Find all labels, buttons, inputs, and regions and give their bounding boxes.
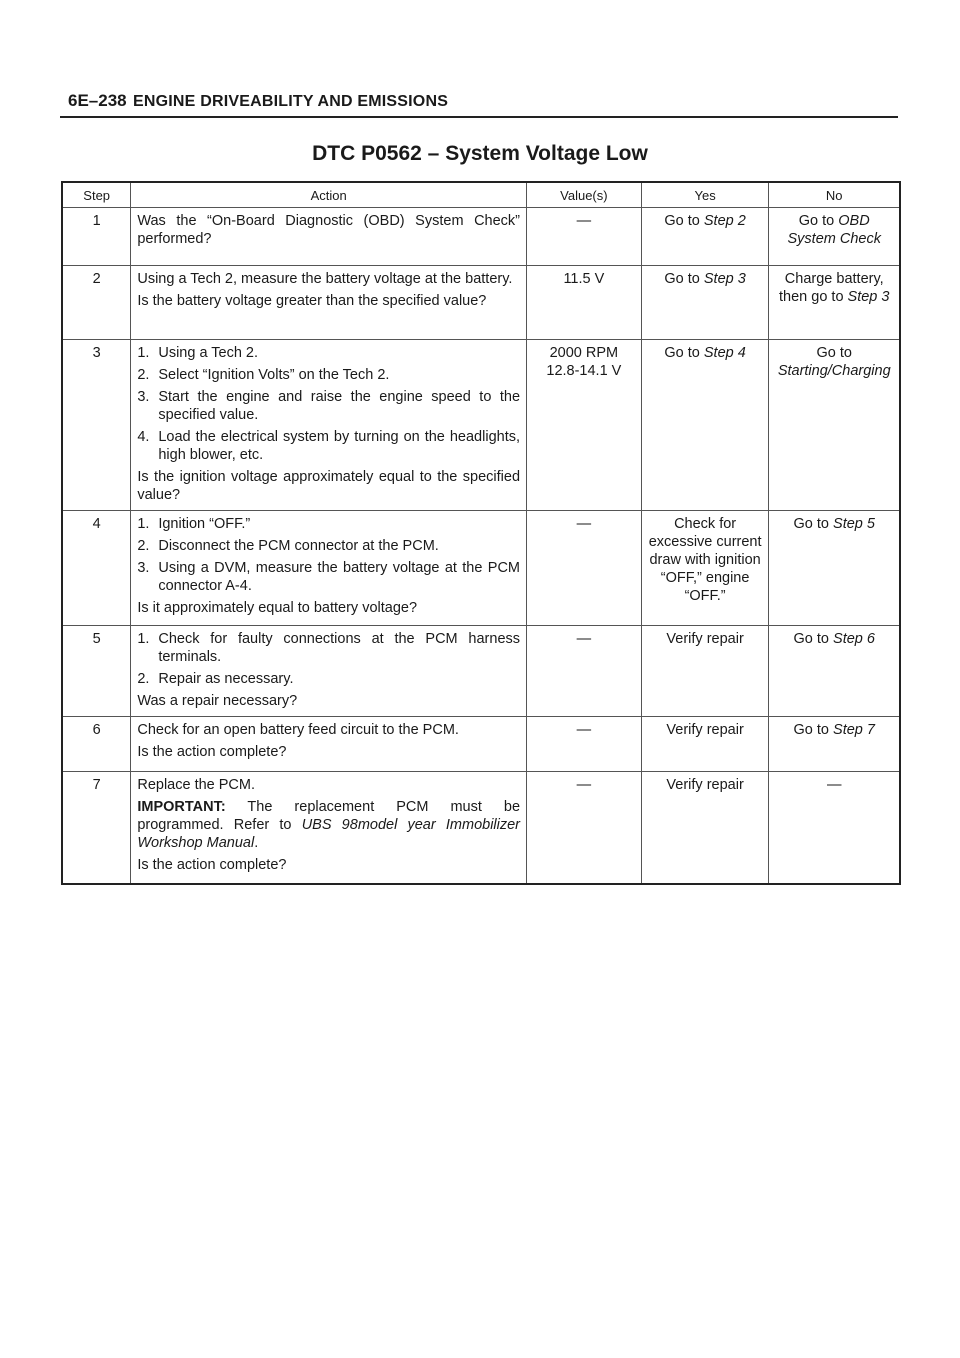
column-header-values: Value(s) — [527, 182, 642, 208]
no-step-link[interactable]: Step 3 — [847, 289, 890, 305]
value-text: — — [576, 516, 592, 532]
no-step-link[interactable]: Step 5 — [833, 516, 875, 532]
procedure-list — [137, 344, 520, 464]
step-number: 7 — [62, 772, 131, 884]
action-text: Replace the PCM. — [137, 777, 256, 793]
no-cell — [769, 340, 900, 511]
step-number: 1 — [62, 208, 131, 266]
yes-step-link[interactable]: Step 4 — [703, 345, 746, 361]
action-question: Is it approximately equal to battery voltage? — [137, 600, 418, 616]
yes-step-link[interactable]: Step 3 — [703, 271, 746, 287]
yes-cell — [641, 511, 769, 626]
yes-step-link[interactable]: Step 2 — [703, 213, 746, 229]
diagnostic-table — [61, 181, 901, 885]
list-item: 2. Disconnect the PCM connector at the PCM. — [137, 538, 439, 554]
action-cell — [131, 717, 527, 772]
value-cell — [527, 717, 642, 772]
table-row — [62, 772, 900, 884]
value-cell — [527, 266, 642, 340]
no-text: Go to — [816, 345, 852, 361]
yes-cell — [641, 340, 769, 511]
table-row — [62, 208, 900, 266]
procedure-list — [137, 515, 520, 595]
page-number: 6E–238 — [68, 91, 127, 110]
no-step-link[interactable]: Step 7 — [833, 722, 875, 738]
yes-text: Verify repair — [666, 631, 744, 647]
header-rule — [60, 116, 898, 118]
yes-cell — [641, 208, 769, 266]
step-number: 4 — [62, 511, 131, 626]
yes-cell — [641, 626, 769, 717]
no-text: Charge battery, then go to — [779, 271, 884, 305]
action-question: Is the ignition voltage approximately equal to the specified value? — [137, 469, 521, 503]
document-title: DTC P0562 – System Voltage Low — [312, 142, 648, 165]
column-header-no: No — [769, 182, 900, 208]
column-header-step: Step — [62, 182, 131, 208]
important-label: IMPORTANT: — [137, 799, 226, 815]
table-row — [62, 717, 900, 772]
list-item: 2. Repair as necessary. — [137, 671, 294, 687]
yes-cell — [641, 772, 769, 884]
action-cell — [131, 772, 527, 884]
table-row — [62, 626, 900, 717]
action-question: Is the action complete? — [137, 744, 287, 760]
no-text: — — [826, 777, 842, 793]
important-end: . — [254, 835, 259, 851]
value-text: — — [576, 213, 592, 229]
yes-cell — [641, 266, 769, 340]
no-step-link[interactable]: Step 6 — [833, 631, 875, 647]
table-row — [62, 340, 900, 511]
value-text: 11.5 V — [563, 271, 605, 287]
no-cell — [769, 208, 900, 266]
important-text: The replacement PCM must be programmed. Refer to — [137, 799, 521, 833]
value-cell — [527, 208, 642, 266]
no-text: Go to — [793, 516, 834, 532]
no-procedure-link[interactable]: OBD System Check — [787, 213, 881, 247]
action-cell — [131, 340, 527, 511]
step-number: 3 — [62, 340, 131, 511]
procedure-list — [137, 630, 520, 688]
yes-text: Verify repair — [666, 777, 744, 793]
list-item: 3. Using a DVM, measure the battery voltage at the PCM connector A-4. — [137, 560, 521, 594]
no-text: Go to — [798, 213, 839, 229]
value-rpm: 2000 RPM — [549, 345, 619, 361]
action-cell — [131, 626, 527, 717]
section-title: ENGINE DRIVEABILITY AND EMISSIONS — [133, 93, 449, 110]
value-cell — [527, 511, 642, 626]
action-question: Is the battery voltage greater than the specified value? — [137, 293, 487, 309]
action-question: Was a repair necessary? — [137, 693, 298, 709]
yes-text: Go to — [664, 213, 704, 229]
value-text: — — [576, 722, 592, 738]
value-text: — — [576, 777, 592, 793]
important-note — [137, 798, 520, 852]
yes-text: Check for excessive current draw with ignition “OFF,” engine “OFF.” — [648, 516, 762, 604]
yes-text: Go to — [664, 345, 704, 361]
table-row — [62, 266, 900, 340]
yes-text: Verify repair — [666, 722, 744, 738]
no-text: Go to — [793, 722, 834, 738]
column-header-action: Action — [131, 182, 527, 208]
list-item: 1. Using a Tech 2. — [137, 345, 259, 361]
step-number: 6 — [62, 717, 131, 772]
action-cell — [131, 511, 527, 626]
action-cell — [131, 266, 527, 340]
no-cell — [769, 266, 900, 340]
action-cell — [131, 208, 527, 266]
value-voltage: 12.8-14.1 V — [546, 363, 622, 379]
no-cell — [769, 626, 900, 717]
list-item: 4. Load the electrical system by turning on the headlights, high blower, etc. — [137, 429, 521, 463]
list-item: 2. Select “Ignition Volts” on the Tech 2. — [137, 367, 390, 383]
yes-text: Go to — [664, 271, 704, 287]
list-item: 1. Check for faulty connections at the PCM harness terminals. — [137, 631, 521, 665]
step-number: 2 — [62, 266, 131, 340]
value-cell — [527, 772, 642, 884]
value-text: — — [576, 631, 592, 647]
table-header-row — [62, 182, 900, 208]
value-cell — [527, 340, 642, 511]
manual-reference-link[interactable]: UBS 98model year Immobilizer Workshop Manual — [137, 817, 521, 851]
column-header-yes: Yes — [641, 182, 769, 208]
value-cell — [527, 626, 642, 717]
no-procedure-link[interactable]: Starting/Charging — [777, 363, 891, 379]
step-number: 5 — [62, 626, 131, 717]
action-question: Is the action complete? — [137, 857, 287, 873]
list-item: 1. Ignition “OFF.” — [137, 516, 251, 532]
action-text: Using a Tech 2, measure the battery voltage at the battery. — [137, 271, 513, 287]
yes-cell — [641, 717, 769, 772]
no-cell — [769, 772, 900, 884]
table-row — [62, 511, 900, 626]
no-cell — [769, 717, 900, 772]
list-item: 3. Start the engine and raise the engine speed to the specified value. — [137, 389, 521, 423]
no-text: Go to — [793, 631, 834, 647]
no-cell — [769, 511, 900, 626]
action-question: Was the “On-Board Diagnostic (OBD) System Check” performed? — [137, 213, 521, 247]
action-text: Check for an open battery feed circuit to the PCM. — [137, 722, 459, 738]
